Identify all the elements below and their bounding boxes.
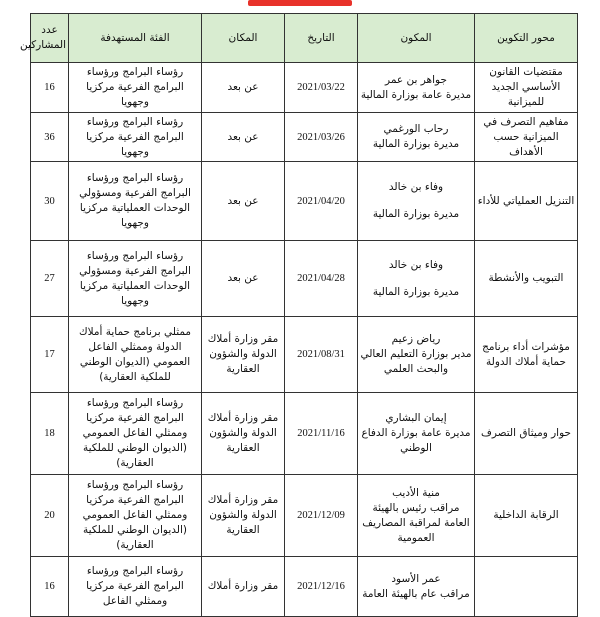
trainer-role: مديرة عامة بوزارة المالية bbox=[360, 88, 472, 101]
cell-place: عن بعد bbox=[202, 113, 285, 162]
table-row bbox=[31, 241, 578, 317]
cell-axis: التنزيل العملياتي للأداء bbox=[475, 162, 578, 241]
trainer-role: مراقب عام بالهيئة العامة bbox=[362, 587, 470, 600]
cell-place: مقر وزارة أملاك الدولة والشؤون العقارية bbox=[202, 393, 285, 475]
cell-axis: مؤشرات أداء برنامج حماية أملاك الدولة bbox=[475, 317, 578, 393]
cell-place: مقر وزارة أملاك bbox=[202, 557, 285, 617]
trainer-role: مراقب رئيس بالهيئة العامة لمراقبة المصاريف العمومية bbox=[362, 501, 470, 544]
cell-axis: التبويب والأنشطة bbox=[475, 241, 578, 317]
cell-count: 36 bbox=[31, 113, 69, 162]
cell-target: ممثلي برنامج حماية أملاك الدولة وممثلي الفاعل العمومي (الديوان الوطني للملكية العقارية) bbox=[69, 317, 202, 393]
cell-count: 17 bbox=[31, 317, 69, 393]
cell-date: 2021/03/22 bbox=[285, 63, 358, 113]
table-row bbox=[31, 475, 578, 557]
table-row bbox=[31, 113, 578, 162]
cell-trainer bbox=[358, 475, 475, 557]
cell-trainer bbox=[358, 557, 475, 617]
cell-place: عن بعد bbox=[202, 63, 285, 113]
cell-trainer bbox=[358, 317, 475, 393]
cell-axis: مقتضيات القانون الأساسي الجديد للميزانية bbox=[475, 63, 578, 113]
cell-trainer bbox=[358, 162, 475, 241]
trainer-name: رياض زعيم bbox=[391, 333, 441, 345]
cell-axis: مفاهيم التصرف في الميزانية حسب الأهداف bbox=[475, 113, 578, 162]
header-trainer: المكون bbox=[358, 14, 475, 63]
cell-axis: حوار وميثاق التصرف bbox=[475, 393, 578, 475]
table-row bbox=[31, 63, 578, 113]
cell-date: 2021/11/16 bbox=[285, 393, 358, 475]
trainer-role: مديرة بوزارة المالية bbox=[372, 285, 460, 298]
training-table bbox=[20, 13, 578, 617]
header-date: التاريخ bbox=[285, 14, 358, 63]
trainer-role: مديرة بوزارة المالية bbox=[372, 208, 460, 220]
cell-date: 2021/08/31 bbox=[285, 317, 358, 393]
trainer-role: مديرة بوزارة المالية bbox=[372, 138, 460, 150]
trainer-name: إيمان البشاري bbox=[385, 412, 447, 424]
header-target: الفئة المستهدفة bbox=[69, 14, 202, 63]
table-row bbox=[31, 162, 578, 241]
cell-axis: الرقابة الداخلية bbox=[475, 475, 578, 557]
trainer-name: رحاب الورغمي bbox=[383, 123, 449, 135]
cell-count: 18 bbox=[31, 393, 69, 475]
cell-target: رؤساء البرامج ورؤساء البرامج الفرعية مركزيا وممثلي الفاعل bbox=[69, 557, 202, 617]
title-underline bbox=[0, 0, 600, 8]
trainer-role: مدير بوزارة التعليم العالي والبحث العلمي bbox=[360, 348, 472, 375]
table-row bbox=[31, 557, 578, 617]
cell-count: 27 bbox=[31, 241, 69, 317]
cell-target: رؤساء البرامج ورؤساء البرامج الفرعية مركزيا وجهويا bbox=[69, 63, 202, 113]
cell-place: عن بعد bbox=[202, 162, 285, 241]
cell-place: مقر وزارة أملاك الدولة والشؤون العقارية bbox=[202, 475, 285, 557]
trainer-name: منية الأديب bbox=[392, 486, 440, 499]
cell-trainer bbox=[358, 63, 475, 113]
cell-trainer bbox=[358, 393, 475, 475]
header-axis: محور التكوين bbox=[475, 14, 578, 63]
trainer-name: جواهر بن عمر bbox=[385, 73, 447, 86]
header-place: المكان bbox=[202, 14, 285, 63]
cell-trainer bbox=[358, 241, 475, 317]
cell-axis bbox=[475, 557, 578, 617]
cell-target: رؤساء البرامج ورؤساء البرامج الفرعية مركزيا وممثلي الفاعل العمومي (الديوان الوطني للملكية العقارية) bbox=[69, 393, 202, 475]
table-row bbox=[31, 317, 578, 393]
cell-place: عن بعد bbox=[202, 241, 285, 317]
cell-target: رؤساء البرامج ورؤساء البرامج الفرعية ومسؤولي الوحدات العملياتية مركزيا وجهويا bbox=[69, 241, 202, 317]
cell-target: رؤساء البرامج ورؤساء البرامج الفرعية ومسؤولي الوحدات العملياتية مركزيا وجهويا bbox=[69, 162, 202, 241]
cell-date: 2021/04/28 bbox=[285, 241, 358, 317]
cell-count: 16 bbox=[31, 63, 69, 113]
cell-count: 20 bbox=[31, 475, 69, 557]
cell-count: 30 bbox=[31, 162, 69, 241]
table-row bbox=[31, 393, 578, 475]
cell-date: 2021/03/26 bbox=[285, 113, 358, 162]
cell-date: 2021/04/20 bbox=[285, 162, 358, 241]
cell-target: رؤساء البرامج ورؤساء البرامج الفرعية مركزيا وجهويا bbox=[69, 113, 202, 162]
cell-date: 2021/12/16 bbox=[285, 557, 358, 617]
cell-trainer bbox=[358, 113, 475, 162]
header-row bbox=[31, 14, 578, 63]
header-count: عدد المشاركين bbox=[31, 14, 69, 63]
cell-place: مقر وزارة أملاك الدولة والشؤون العقارية bbox=[202, 317, 285, 393]
trainer-name: وفاء بن خالد bbox=[388, 181, 444, 193]
cell-target: رؤساء البرامج ورؤساء البرامج الفرعية مركزيا وممثلي الفاعل العمومي (الديوان الوطني للملكية العقارية) bbox=[69, 475, 202, 557]
cell-date: 2021/12/09 bbox=[285, 475, 358, 557]
trainer-role: مديرة عامة بوزارة الدفاع الوطني bbox=[361, 427, 471, 454]
trainer-name: وفاء بن خالد bbox=[388, 258, 444, 271]
cell-count: 16 bbox=[31, 557, 69, 617]
trainer-name: عمر الأسود bbox=[391, 572, 441, 585]
